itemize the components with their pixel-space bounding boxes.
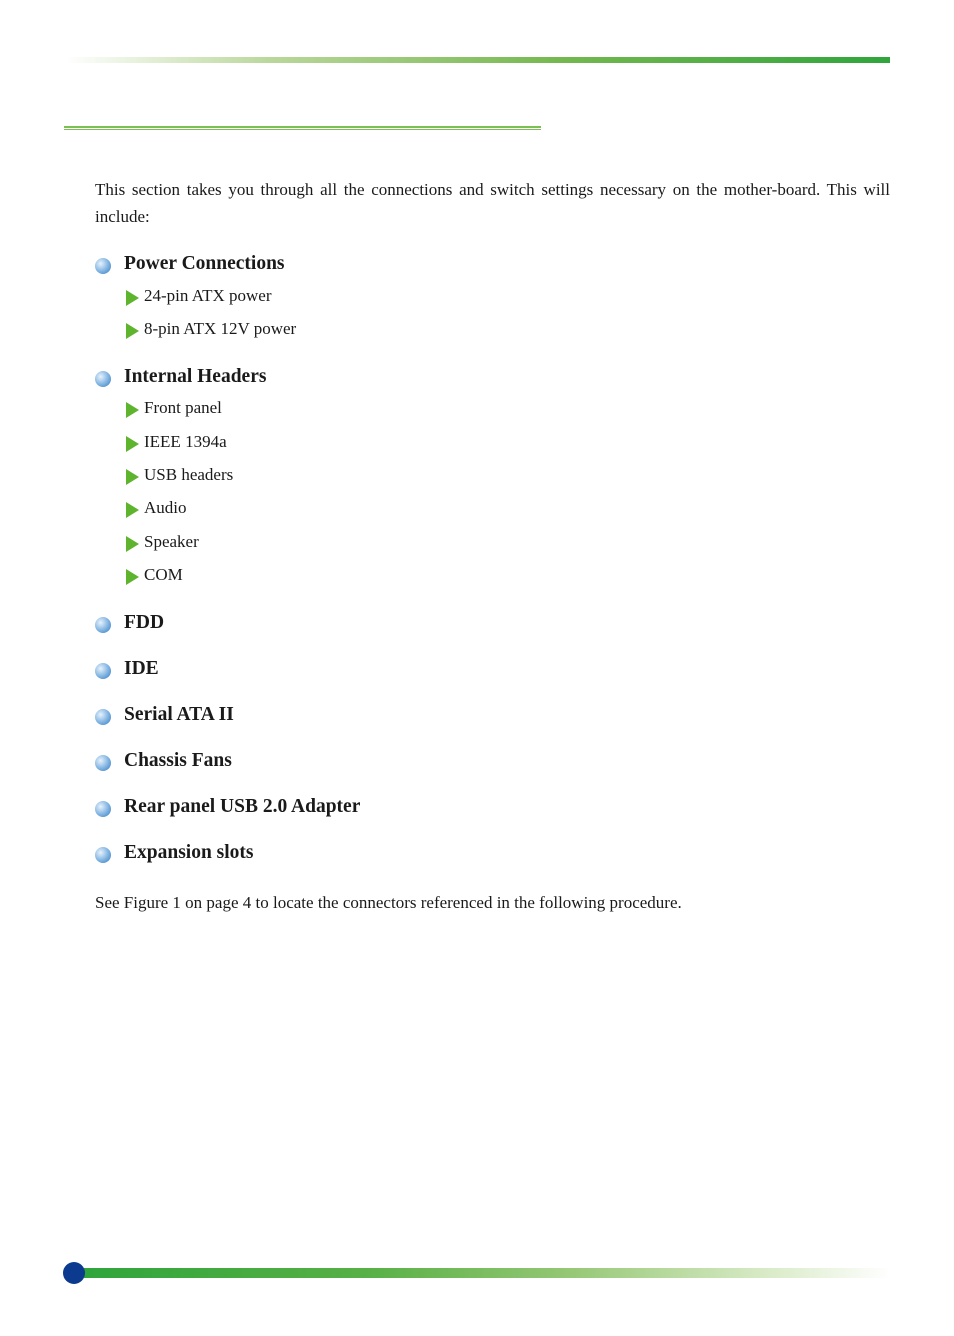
section-rear-panel-usb	[95, 795, 360, 819]
green-arrow-icon	[126, 290, 139, 306]
green-arrow-icon	[126, 536, 139, 552]
list-item	[126, 497, 187, 519]
green-arrow-icon	[126, 402, 139, 418]
list-item	[126, 318, 296, 340]
blue-bullet-icon	[95, 617, 111, 633]
list-item-label: Audio	[144, 498, 187, 517]
list-item-label: Front panel	[144, 398, 222, 417]
list-item-label: 24-pin ATX power	[144, 286, 272, 305]
blue-bullet-icon	[95, 847, 111, 863]
section-label: FDD	[124, 612, 165, 633]
section-fdd	[95, 611, 164, 635]
blue-bullet-icon	[95, 801, 111, 817]
section-ide	[95, 657, 159, 681]
figure-reference-note: See Figure 1 on page 4 to locate the connectors referenced in the following procedure.	[95, 893, 682, 912]
list-item	[126, 564, 183, 586]
list-item	[126, 397, 222, 419]
blue-bullet-icon	[95, 258, 111, 274]
section-label: Expansion slots	[124, 842, 254, 863]
intro-paragraph: This section takes you through all the connections and switch settings necessary on the mother-board. This will include:	[95, 180, 890, 226]
section-chassis-fans	[95, 749, 232, 773]
green-arrow-icon	[126, 436, 139, 452]
section-label: IDE	[124, 658, 159, 679]
list-item-label: IEEE 1394a	[144, 432, 227, 451]
section-label: Rear panel USB 2.0 Adapter	[124, 796, 361, 817]
list-item	[126, 285, 271, 307]
section-serial-ata	[95, 703, 234, 727]
section-label: Serial ATA II	[124, 704, 234, 725]
list-item-label: Speaker	[144, 532, 199, 551]
green-arrow-icon	[126, 469, 139, 485]
green-arrow-icon	[126, 502, 139, 518]
blue-bullet-icon	[95, 371, 111, 387]
section-label: Internal Headers	[124, 366, 267, 387]
section-power-connections	[95, 252, 285, 276]
page-marker-dot	[63, 1262, 85, 1284]
list-item	[126, 431, 227, 453]
header-gradient-bar	[66, 57, 890, 63]
list-item-label: USB headers	[144, 465, 234, 484]
list-item	[126, 464, 233, 486]
list-item-label: 8-pin ATX 12V power	[144, 319, 297, 338]
green-arrow-icon	[126, 569, 139, 585]
blue-bullet-icon	[95, 663, 111, 679]
blue-bullet-icon	[95, 755, 111, 771]
section-label: Power Connections	[124, 253, 285, 274]
blue-bullet-icon	[95, 709, 111, 725]
list-item-label: COM	[144, 565, 183, 584]
section-label: Chassis Fans	[124, 750, 232, 771]
list-item	[126, 531, 199, 553]
footer-gradient-bar	[84, 1268, 890, 1278]
green-arrow-icon	[126, 323, 139, 339]
section-heading-rule	[64, 126, 541, 130]
section-expansion-slots	[95, 841, 254, 865]
section-internal-headers	[95, 365, 266, 389]
